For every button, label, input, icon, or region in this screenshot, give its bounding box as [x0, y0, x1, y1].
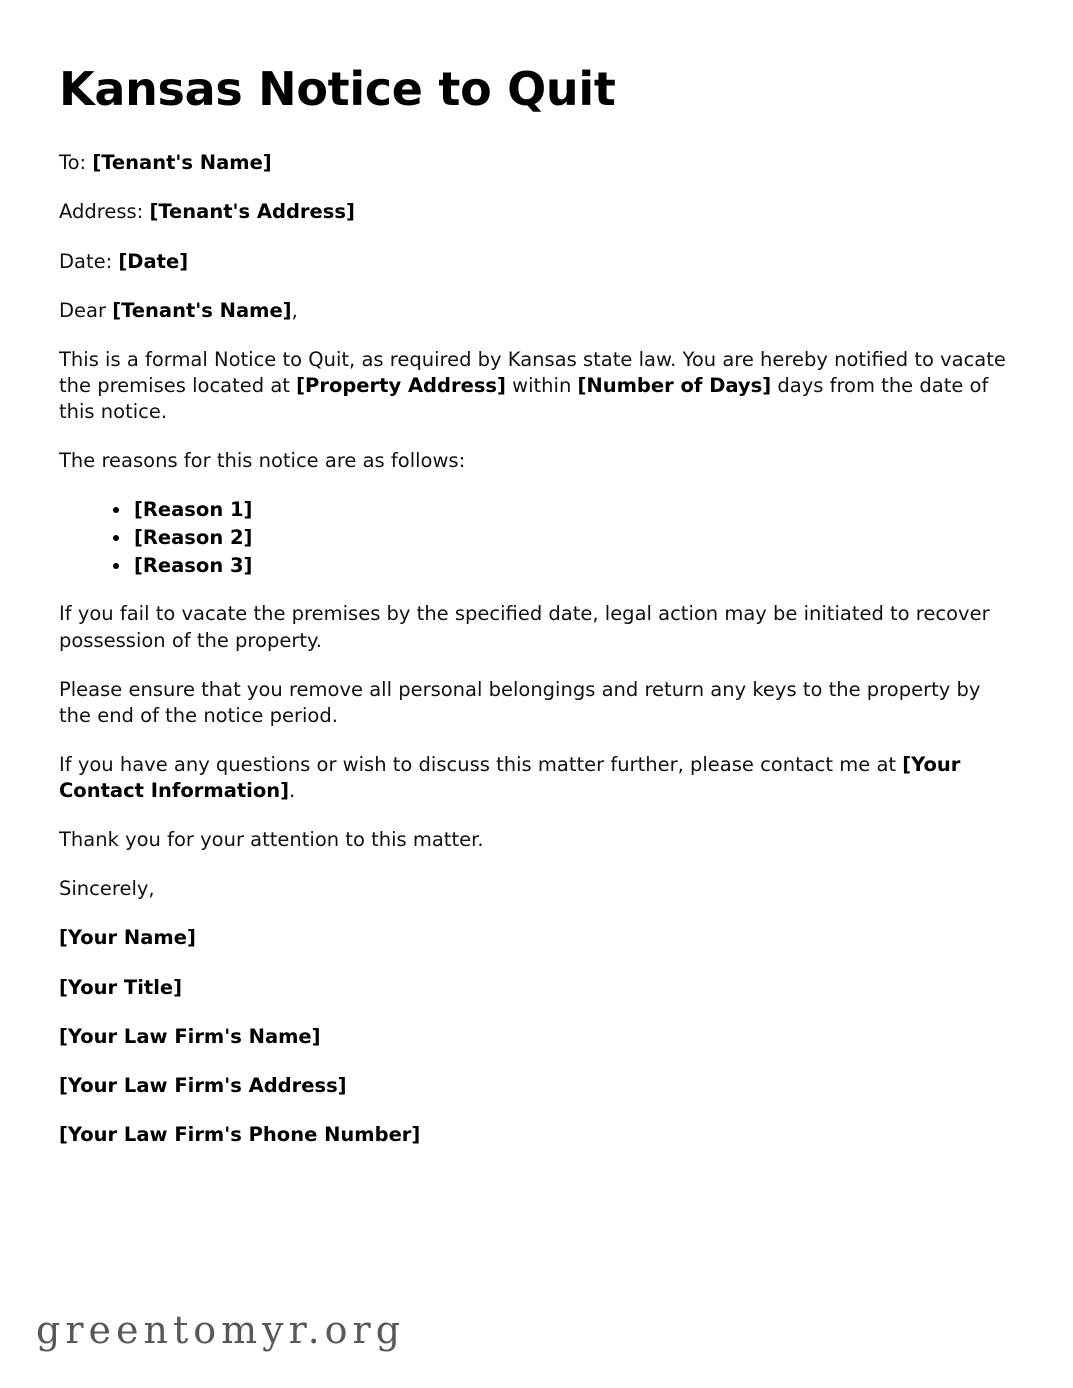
- salutation-name: [Tenant's Name]: [112, 298, 292, 322]
- number-of-days-placeholder: [Number of Days]: [577, 373, 772, 397]
- belongings-paragraph: Please ensure that you remove all personal belongings and return any keys to the property by the end of the notice period.: [59, 677, 981, 727]
- address-value: [Tenant's Address]: [149, 200, 355, 224]
- property-address-placeholder: [Property Address]: [296, 373, 506, 397]
- salutation-line: [59, 298, 1007, 324]
- signature-your-title: [Your Title]: [59, 975, 183, 999]
- thank-you-paragraph: Thank you for your attention to this matter.: [59, 828, 484, 852]
- salutation-suffix: ,: [291, 298, 298, 322]
- intro-part-1: This is a formal Notice to Quit, as required by Kansas state law. You are hereby notified to vacate the premises located at: [59, 347, 1006, 397]
- contact-part-2: .: [289, 779, 296, 803]
- date-value: [Date]: [118, 249, 189, 273]
- address-label: Address:: [59, 200, 144, 224]
- page-title: Kansas Notice to Quit: [59, 62, 616, 116]
- intro-part-3: days from the date of this notice.: [59, 373, 989, 424]
- contact-paragraph: [59, 752, 1007, 804]
- contact-part-1: If you have any questions or wish to discuss this matter further, please contact me at: [59, 752, 903, 776]
- legal-action-paragraph: If you fail to vacate the premises by the specified date, legal action may be initiated to recover possession of the property.: [59, 602, 990, 652]
- reasons-list: [59, 497, 1007, 578]
- closing-line: Sincerely,: [59, 877, 155, 901]
- signature-firm-address: [Your Law Firm's Address]: [59, 1073, 347, 1097]
- to-label: To:: [59, 151, 87, 175]
- recipient-to-line: [59, 150, 1007, 176]
- date-line: [59, 249, 1007, 275]
- recipient-address-line: [59, 199, 1007, 225]
- list-item: [Reason 1]: [113, 497, 1007, 523]
- signature-your-name: [Your Name]: [59, 926, 196, 950]
- reasons-intro: The reasons for this notice are as follows:: [59, 449, 466, 473]
- intro-part-2: within: [505, 373, 578, 397]
- to-value: [Tenant's Name]: [92, 151, 272, 175]
- list-item: [Reason 3]: [113, 553, 1007, 579]
- list-item: [Reason 2]: [113, 525, 1007, 551]
- date-label: Date:: [59, 249, 113, 273]
- footer-watermark: greentomyr.org: [36, 1308, 406, 1352]
- signature-firm-phone: [Your Law Firm's Phone Number]: [59, 1122, 421, 1146]
- intro-paragraph: [59, 347, 1007, 425]
- document-content: [59, 62, 1007, 1171]
- contact-information-placeholder: [Your Contact Information]: [59, 752, 961, 803]
- signature-firm-name: [Your Law Firm's Name]: [59, 1024, 321, 1048]
- salutation-prefix: Dear: [59, 298, 113, 322]
